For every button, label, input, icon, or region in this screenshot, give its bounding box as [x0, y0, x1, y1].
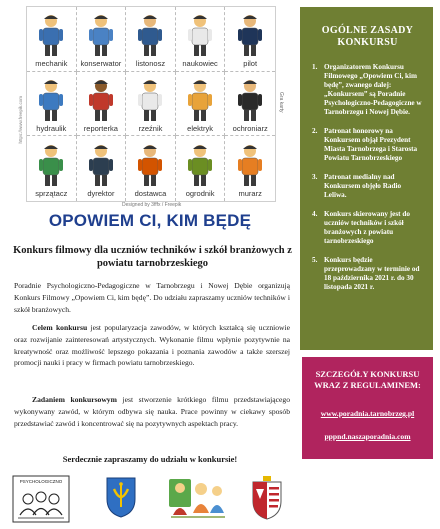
rule-item — [312, 210, 423, 246]
occupation-label: rzeźnik — [138, 123, 163, 133]
goal-paragraph — [14, 322, 290, 369]
rules-title: OGÓLNE ZASADY KONKURSU — [321, 25, 414, 48]
logos-row — [12, 475, 302, 525]
rule-number: 3. — [312, 173, 318, 181]
occupation-cell — [225, 136, 275, 201]
occupation-label: naukowiec — [182, 59, 218, 69]
worker-figure-icon — [183, 142, 217, 188]
worker-figure-icon — [233, 12, 267, 58]
occupation-label: murarz — [238, 189, 262, 199]
poradnia-psychologiczna-logo — [12, 475, 70, 523]
link-pppnd[interactable]: pppnd.naszaporadnia.com — [324, 432, 411, 442]
occupation-label: dostawca — [134, 189, 167, 199]
image-credit: Designed by 3fffx / Freepik — [122, 202, 182, 208]
occupation-label: konserwator — [80, 59, 122, 69]
occupation-cell — [225, 72, 275, 137]
worker-figure-icon — [34, 12, 68, 58]
occupation-cell — [225, 7, 275, 72]
occupation-cell — [176, 7, 226, 72]
rules-list — [312, 63, 423, 292]
rules-panel — [300, 7, 433, 350]
occupation-label: sprzątacz — [35, 189, 68, 199]
occupation-label: elektryk — [187, 123, 214, 133]
rule-text: Patronat medialny nad Konkursem objęło Radio Leliwa. — [324, 173, 402, 199]
page-subtitle: Konkurs filmowy dla uczniów techników i szkół branżowych z powiatu tarnobrzeskiego — [13, 245, 292, 270]
occupation-cell — [176, 72, 226, 137]
worker-figure-icon — [183, 12, 217, 58]
side-caption: https://www.freepik.com — [18, 96, 23, 144]
occupation-cell — [27, 72, 77, 137]
rule-number: 5. — [312, 256, 318, 264]
worker-figure-icon — [84, 142, 118, 188]
worker-figure-icon — [84, 77, 118, 123]
task-paragraph — [14, 394, 290, 429]
rule-item — [312, 63, 423, 117]
intro-paragraph: Poradnie Psychologiczno-Pedagogiczne w Tarnobrzegu i Nowej Dębie organizują Konkurs Filmowy „Opowiem Ci, kim będę”. Do udziału zapraszamy uczniów techników i szkół branżowych. — [14, 281, 290, 314]
invite-text: Serdecznie zapraszamy do udziału w konkursie! — [62, 454, 238, 464]
occupation-cell — [176, 136, 226, 201]
link-poradnia-tarnobrzeg[interactable]: www.poradnia.tarnobrzeg.pl — [320, 409, 415, 419]
goal-lead: Celem konkursu — [32, 323, 88, 332]
logo-caption: PSYCHOLOGICZNO — [19, 479, 63, 484]
rule-text: Organizatorem Konkursu Filmowego „Opowiem Ci, kim będę”, zwanego dalej: „Konkursem” są Poradnie Psychologiczno-Pedagogiczne w Tarnobrzegu i Nowej Dębie. — [324, 63, 422, 116]
worker-figure-icon — [133, 12, 167, 58]
task-text: jest stworzenie krótkiego filmu przedstawiającego wykonywany zawód, w którym odbywa się nauka. Prace powinny w ciekawy sposób przedstawiać zawód i koncentrować się na pozytywnych aspektach pracy. — [14, 395, 290, 428]
occupations-grid — [26, 6, 276, 202]
occupation-cell — [77, 7, 127, 72]
occupation-label: mechanik — [35, 59, 68, 69]
occupation-label: reporterka — [83, 123, 118, 133]
worker-figure-icon — [233, 142, 267, 188]
rule-number: 1. — [312, 63, 318, 71]
occupation-cell — [126, 7, 176, 72]
occupation-cell — [77, 72, 127, 137]
worker-figure-icon — [183, 77, 217, 123]
worker-figure-icon — [34, 142, 68, 188]
occupation-cell — [27, 136, 77, 201]
worker-figure-icon — [34, 77, 68, 123]
worker-figure-icon — [133, 142, 167, 188]
occupation-label: ochroniarz — [232, 123, 268, 133]
details-panel — [302, 357, 433, 459]
goal-text: jest popularyzacja zawodów, w których kształcą się uczniowie oraz rozwijanie zainteresowań artystycznych. Wykonanie filmu wpłynie pozytywnie na kreatywność oraz możliwość lepszego pokazania i poznania zawodów a także szerszej promocji nauki i pracy w firmach powiatu tarnobrzeskiego. — [14, 323, 290, 368]
rule-number: 2. — [312, 127, 318, 135]
occupation-label: listonosz — [135, 59, 166, 69]
side-caption-right: Gra karty — [278, 92, 284, 113]
worker-figure-icon — [233, 77, 267, 123]
task-lead: Zadaniem konkursowym — [32, 395, 117, 404]
rule-item — [312, 256, 423, 292]
worker-figure-icon — [84, 12, 118, 58]
rule-item — [312, 173, 423, 200]
page-title: OPOWIEM CI, KIM BĘDĘ — [48, 211, 252, 230]
rule-text: Konkurs będzie przeprowadzany w terminie od 18 października 2021 r. do 30 listopada 2021 r. — [324, 256, 420, 291]
rule-text: Patronat honorowy na Konkursem objął Prezydent Miasta Tarnobrzega i Starosta Powiatu Tarnobrzeskiego — [324, 127, 418, 162]
worker-figure-icon — [133, 77, 167, 123]
powiat-coat-of-arms — [250, 475, 284, 521]
details-title: SZCZEGÓŁY KONKURSU WRAZ Z REGULAMINEM: — [314, 369, 421, 391]
occupation-label: ogrodnik — [185, 189, 215, 199]
occupation-label: hydraulik — [36, 123, 67, 133]
rule-item — [312, 127, 423, 163]
tarnobrzeg-coat-of-arms — [104, 475, 138, 519]
children-logo — [167, 475, 229, 521]
occupation-cell — [126, 136, 176, 201]
occupation-label: pilot — [243, 59, 258, 69]
occupation-cell — [27, 7, 77, 72]
occupation-cell — [77, 136, 127, 201]
rule-number: 4. — [312, 210, 318, 218]
rule-text: Konkurs skierowany jest do uczniów techników i szkół branżowych z powiatu tarnobrzeskiego — [324, 210, 410, 245]
occupation-cell — [126, 72, 176, 137]
occupation-label: dyrektor — [87, 189, 115, 199]
